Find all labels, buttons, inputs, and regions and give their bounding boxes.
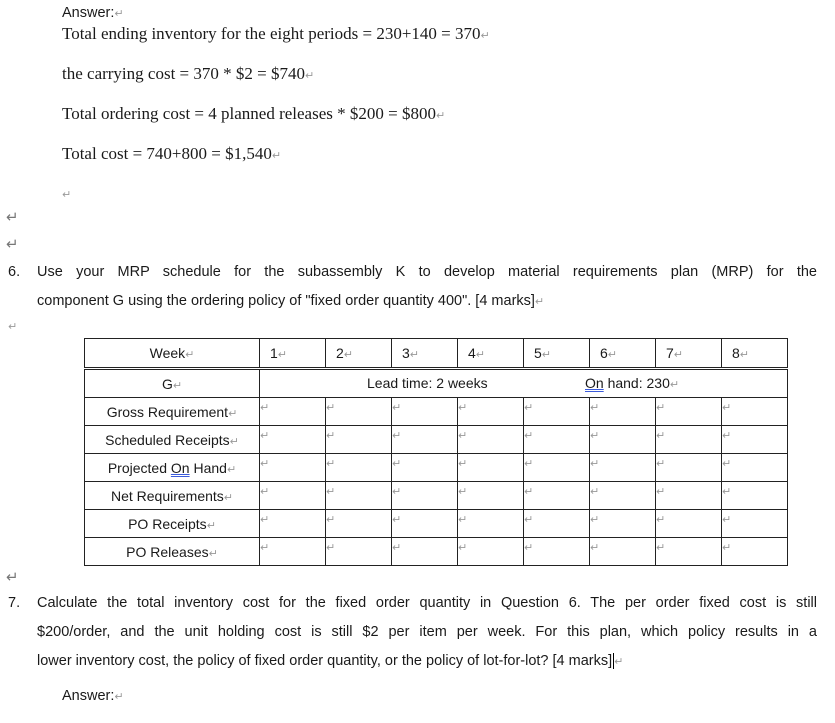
paragraph-mark: ↵ — [480, 29, 490, 42]
paragraph-mark: ↵ — [172, 378, 183, 392]
table-cell[interactable] — [458, 398, 524, 426]
table-cell[interactable] — [392, 482, 458, 510]
paragraph-mark: ↵ — [392, 513, 402, 526]
week-cell — [590, 339, 656, 369]
paragraph-mark: ↵ — [392, 401, 402, 414]
week-label — [85, 339, 260, 369]
text: 1 — [270, 345, 278, 361]
paragraph-mark: ↵ — [524, 485, 534, 498]
table-cell[interactable] — [656, 398, 722, 426]
question-7-number: 7. — [8, 595, 21, 611]
paragraph-mark: ↵ — [326, 401, 336, 414]
paragraph-mark: ↵ — [62, 188, 72, 201]
week-header-row — [85, 339, 788, 369]
text: Answer: — [62, 5, 115, 21]
paragraph-mark: ↵ — [277, 348, 288, 361]
paragraph-mark: ↵ — [656, 513, 666, 526]
question-6-line — [37, 293, 544, 309]
paragraph-mark: ↵ — [6, 235, 19, 253]
week-cell — [722, 339, 788, 369]
week-cell — [260, 339, 326, 369]
table-cell[interactable] — [656, 538, 722, 566]
table-row — [85, 398, 788, 426]
table-cell[interactable] — [458, 538, 524, 566]
answer-line — [62, 144, 281, 164]
table-cell[interactable] — [722, 454, 788, 482]
table-cell[interactable] — [722, 426, 788, 454]
table-cell[interactable] — [458, 454, 524, 482]
paragraph-mark: ↵ — [260, 457, 270, 470]
table-cell[interactable] — [392, 538, 458, 566]
row-label — [85, 426, 260, 454]
table-row — [85, 538, 788, 566]
week-cell — [392, 339, 458, 369]
table-cell[interactable] — [260, 510, 326, 538]
paragraph-mark: ↵ — [458, 541, 468, 554]
table-cell[interactable] — [458, 510, 524, 538]
text: Gross Requirement — [106, 403, 229, 420]
answer-label — [62, 5, 124, 21]
paragraph-mark: ↵ — [6, 208, 19, 226]
paragraph-mark: ↵ — [590, 429, 600, 442]
row-label — [85, 538, 260, 566]
paragraph-mark: ↵ — [8, 320, 18, 333]
table-cell[interactable] — [656, 510, 722, 538]
paragraph-mark: ↵ — [722, 429, 732, 442]
table-cell[interactable] — [722, 538, 788, 566]
paragraph-mark: ↵ — [326, 457, 336, 470]
paragraph-mark: ↵ — [114, 7, 124, 20]
paragraph-mark: ↵ — [271, 149, 282, 162]
table-cell[interactable] — [326, 482, 392, 510]
table-cell[interactable] — [590, 426, 656, 454]
paragraph-mark: ↵ — [185, 348, 195, 361]
text: hand: 230 — [603, 375, 670, 391]
text: Answer: — [62, 688, 115, 704]
table-cell[interactable] — [722, 398, 788, 426]
paragraph-mark: ↵ — [458, 485, 468, 498]
paragraph-mark: ↵ — [6, 568, 19, 586]
week-cell — [524, 339, 590, 369]
paragraph-mark: ↵ — [326, 541, 336, 554]
table-cell[interactable] — [392, 426, 458, 454]
paragraph-mark: ↵ — [206, 518, 216, 532]
paragraph-mark: ↵ — [229, 434, 239, 448]
paragraph-mark: ↵ — [392, 429, 402, 442]
paragraph-mark: ↵ — [656, 457, 666, 470]
item-row — [85, 369, 788, 398]
paragraph-mark: ↵ — [656, 541, 666, 554]
item-info — [260, 369, 788, 398]
text: Total cost = 740+800 = $1,540 — [62, 144, 272, 163]
table-cell[interactable] — [524, 510, 590, 538]
paragraph-mark: ↵ — [458, 457, 468, 470]
mrp-table — [84, 338, 788, 566]
text: component G using the ordering policy of "fixed order quantity 400". [4 marks] — [37, 293, 535, 309]
text: 8 — [732, 345, 740, 361]
paragraph-mark: ↵ — [722, 485, 732, 498]
answer-line — [62, 64, 314, 84]
question-7-line: $200/order, and the unit holding cost is still $2 per item per week. For this plan, which policy results in a — [37, 624, 817, 640]
week-cell — [458, 339, 524, 369]
text: lower inventory cost, the policy of fixed order quantity, or the policy of lot-for-lot? [4 marks] — [37, 653, 613, 669]
table-cell[interactable] — [392, 454, 458, 482]
text: Hand — [189, 459, 227, 476]
table-cell[interactable] — [326, 398, 392, 426]
paragraph-mark: ↵ — [739, 348, 750, 361]
paragraph-mark: ↵ — [228, 406, 238, 420]
table-cell[interactable] — [590, 482, 656, 510]
text: the carrying cost = 370 * $2 = $740 — [62, 64, 305, 83]
table-cell[interactable] — [524, 398, 590, 426]
week-cell — [326, 339, 392, 369]
paragraph-mark: ↵ — [343, 348, 354, 361]
text: Scheduled Receipts — [105, 431, 230, 448]
paragraph-mark: ↵ — [669, 378, 680, 391]
text: Projected — [107, 459, 171, 476]
paragraph-mark: ↵ — [475, 348, 486, 361]
answer-label — [62, 688, 124, 704]
paragraph-mark: ↵ — [304, 69, 315, 82]
text: 3 — [402, 345, 410, 361]
paragraph-mark: ↵ — [458, 401, 468, 414]
paragraph-mark: ↵ — [260, 513, 270, 526]
text: Total ending inventory for the eight periods = 230+140 = 370 — [62, 24, 481, 43]
paragraph-mark: ↵ — [656, 401, 666, 414]
on-hand — [585, 375, 679, 391]
table-cell[interactable] — [524, 426, 590, 454]
table-cell[interactable] — [524, 482, 590, 510]
table-cell[interactable] — [326, 510, 392, 538]
text: 4 — [468, 345, 476, 361]
paragraph-mark: ↵ — [326, 513, 336, 526]
question-6-number: 6. — [8, 264, 21, 280]
table-cell[interactable] — [656, 426, 722, 454]
table-cell[interactable] — [260, 398, 326, 426]
week-cell — [656, 339, 722, 369]
table-cell[interactable] — [722, 482, 788, 510]
table-cell[interactable] — [656, 454, 722, 482]
table-cell[interactable] — [326, 454, 392, 482]
paragraph-mark: ↵ — [722, 513, 732, 526]
table-cell[interactable] — [458, 426, 524, 454]
paragraph-mark: ↵ — [722, 457, 732, 470]
paragraph-mark: ↵ — [260, 541, 270, 554]
paragraph-mark: ↵ — [458, 513, 468, 526]
paragraph-mark: ↵ — [534, 295, 545, 308]
text: 6 — [600, 345, 608, 361]
paragraph-mark: ↵ — [722, 541, 732, 554]
paragraph-mark: ↵ — [524, 401, 534, 414]
table-cell[interactable] — [326, 426, 392, 454]
paragraph-mark: ↵ — [524, 429, 534, 442]
question-6-line: Use your MRP schedule for the subassembly K to develop material requirements plan (MRP) for the — [37, 264, 817, 280]
table-cell[interactable] — [590, 510, 656, 538]
paragraph-mark: ↵ — [524, 513, 534, 526]
paragraph-mark: ↵ — [590, 513, 600, 526]
table-cell[interactable] — [260, 454, 326, 482]
paragraph-mark: ↵ — [673, 348, 684, 361]
paragraph-mark: ↵ — [590, 541, 600, 554]
item-label — [85, 369, 260, 398]
table-cell[interactable] — [260, 426, 326, 454]
paragraph-mark: ↵ — [614, 655, 624, 668]
paragraph-mark: ↵ — [607, 348, 618, 361]
paragraph-mark: ↵ — [326, 485, 336, 498]
table-cell[interactable] — [260, 482, 326, 510]
answer-line — [62, 104, 445, 124]
paragraph-mark: ↵ — [223, 490, 234, 504]
text: PO Releases — [126, 543, 209, 560]
paragraph-mark: ↵ — [114, 690, 124, 703]
question-7-line: Calculate the total inventory cost for the fixed order quantity in Question 6. The per order fixed cost is still — [37, 595, 817, 611]
paragraph-mark: ↵ — [722, 401, 732, 414]
paragraph-mark: ↵ — [590, 485, 600, 498]
paragraph-mark: ↵ — [326, 429, 336, 442]
table-row — [85, 510, 788, 538]
paragraph-mark: ↵ — [260, 429, 270, 442]
question-7-line[interactable] — [37, 653, 623, 669]
answer-line — [62, 24, 490, 44]
text: Total ordering cost = 4 planned releases * $200 = $800 — [62, 104, 436, 123]
paragraph-mark: ↵ — [392, 457, 402, 470]
paragraph-mark: ↵ — [656, 485, 666, 498]
row-label — [85, 454, 260, 482]
paragraph-mark: ↵ — [590, 401, 600, 414]
text: Net Requirements — [110, 487, 224, 504]
table-row — [85, 482, 788, 510]
lead-time: Lead time: 2 weeks — [367, 375, 488, 391]
table-cell[interactable] — [260, 538, 326, 566]
paragraph-mark: ↵ — [208, 546, 218, 560]
text: G — [161, 375, 173, 392]
text: On — [170, 459, 190, 476]
text: PO Receipts — [128, 515, 207, 532]
table-cell[interactable] — [392, 398, 458, 426]
paragraph-mark: ↵ — [458, 429, 468, 442]
paragraph-mark: ↵ — [524, 457, 534, 470]
table-row — [85, 454, 788, 482]
row-label — [85, 398, 260, 426]
paragraph-mark: ↵ — [392, 485, 402, 498]
text: On — [585, 375, 604, 391]
paragraph-mark: ↵ — [409, 348, 420, 361]
paragraph-mark: ↵ — [656, 429, 666, 442]
table-cell[interactable] — [590, 538, 656, 566]
text: Week — [149, 345, 186, 361]
paragraph-mark: ↵ — [226, 462, 237, 476]
table-cell[interactable] — [590, 398, 656, 426]
paragraph-mark: ↵ — [435, 109, 446, 122]
paragraph-mark: ↵ — [392, 541, 402, 554]
paragraph-mark: ↵ — [590, 457, 600, 470]
table-cell[interactable] — [458, 482, 524, 510]
table-cell[interactable] — [524, 454, 590, 482]
row-label — [85, 482, 260, 510]
table-cell[interactable] — [326, 538, 392, 566]
table-row — [85, 426, 788, 454]
paragraph-mark: ↵ — [260, 401, 270, 414]
table-cell[interactable] — [524, 538, 590, 566]
paragraph-mark: ↵ — [524, 541, 534, 554]
paragraph-mark: ↵ — [260, 485, 270, 498]
table-cell[interactable] — [656, 482, 722, 510]
text: 7 — [666, 345, 674, 361]
table-cell[interactable] — [590, 454, 656, 482]
table-cell[interactable] — [392, 510, 458, 538]
paragraph-mark: ↵ — [541, 348, 552, 361]
text: 5 — [534, 345, 542, 361]
text: 2 — [336, 345, 344, 361]
table-cell[interactable] — [722, 510, 788, 538]
row-label — [85, 510, 260, 538]
